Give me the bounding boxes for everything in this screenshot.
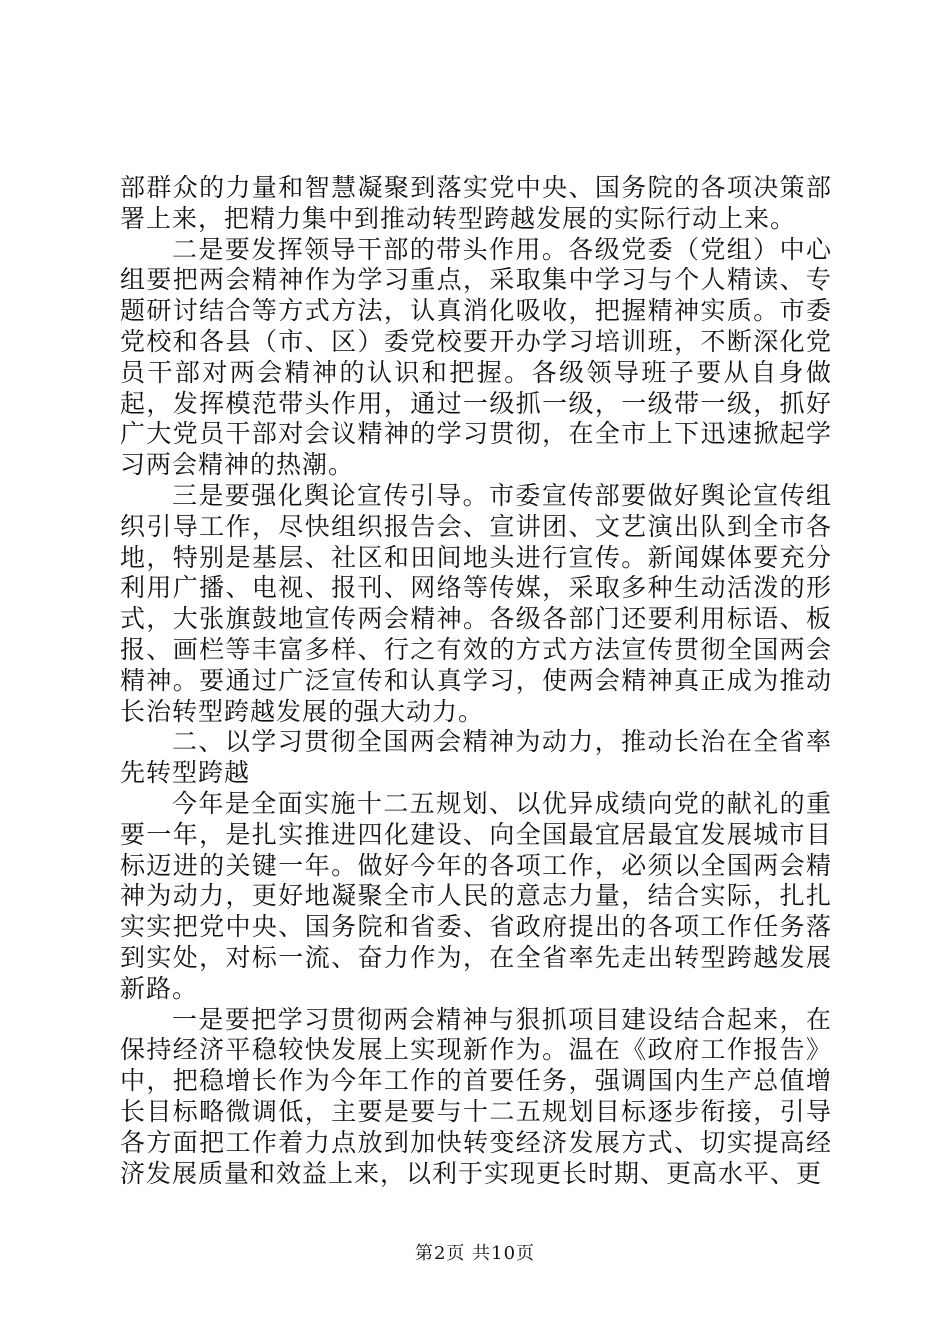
section-heading-two: 二、以学习贯彻全国两会精神为动力，推动长治在全省率先转型跨越: [120, 727, 832, 788]
document-body: [120, 173, 832, 1189]
paragraph-this-year: 今年是全面实施十二五规划、以优异成绩向党的献礼的重要一年，是扎实推进四化建设、向全国最宜居最宜发展城市目标迈进的关键一年。做好今年的各项工作，必须以全国两会精神为动力，更好地凝聚全市人民的意志力量，结合实际，扎扎实实把党中央、国务院和省委、省政府提出的各项工作任务落到实处，对标一流、奋力作为，在全省率先走出转型跨越发展新路。: [120, 788, 832, 1003]
paragraph-leadership-role: 二是要发挥领导干部的带头作用。各级党委（党组）中心组要把两会精神作为学习重点，采取集中学习与个人精读、专题研讨结合等方式方法，认真消化吸收，把握精神实质。市委党校和各县（市、区）委党校要开办学习培训班，不断深化党员干部对两会精神的认识和把握。各级领导班子要从自身做起，发挥模范带头作用，通过一级抓一级，一级带一级，抓好广大党员干部对会议精神的学习贯彻，在全市上下迅速掀起学习两会精神的热潮。: [120, 234, 832, 480]
paragraph-continuation: 部群众的力量和智慧凝聚到落实党中央、国务院的各项决策部署上来，把精力集中到推动转型跨越发展的实际行动上来。: [120, 173, 832, 233]
paragraph-public-opinion: 三是要强化舆论宣传引导。市委宣传部要做好舆论宣传组织引导工作，尽快组织报告会、宣讲团、文艺演出队到全市各地，特别是基层、社区和田间地头进行宣传。新闻媒体要充分利用广播、电视、报刊、网络等传媒，采取多种生动活泼的形式，大张旗鼓地宣传两会精神。各级各部门还要利用标语、板报、画栏等丰富多样、行之有效的方式方法宣传贯彻全国两会精神。要通过广泛宣传和认真学习，使两会精神真正成为推动长治转型跨越发展的强大动力。: [120, 480, 832, 726]
page-number-footer: 第2页 共10页: [414, 1243, 536, 1264]
paragraph-project-construction: 一是要把学习贯彻两会精神与狠抓项目建设结合起来，在保持经济平稳较快发展上实现新作为。温在《政府工作报告》中，把稳增长作为今年工作的首要任务，强调国内生产总值增长目标略微调低，主要是要与十二五规划目标逐步衔接，引导各方面把工作着力点放到加快转变经济发展方式、切实提高经济发展质量和效益上来，以利于实现更长时期、更高水平、更: [120, 1004, 832, 1188]
